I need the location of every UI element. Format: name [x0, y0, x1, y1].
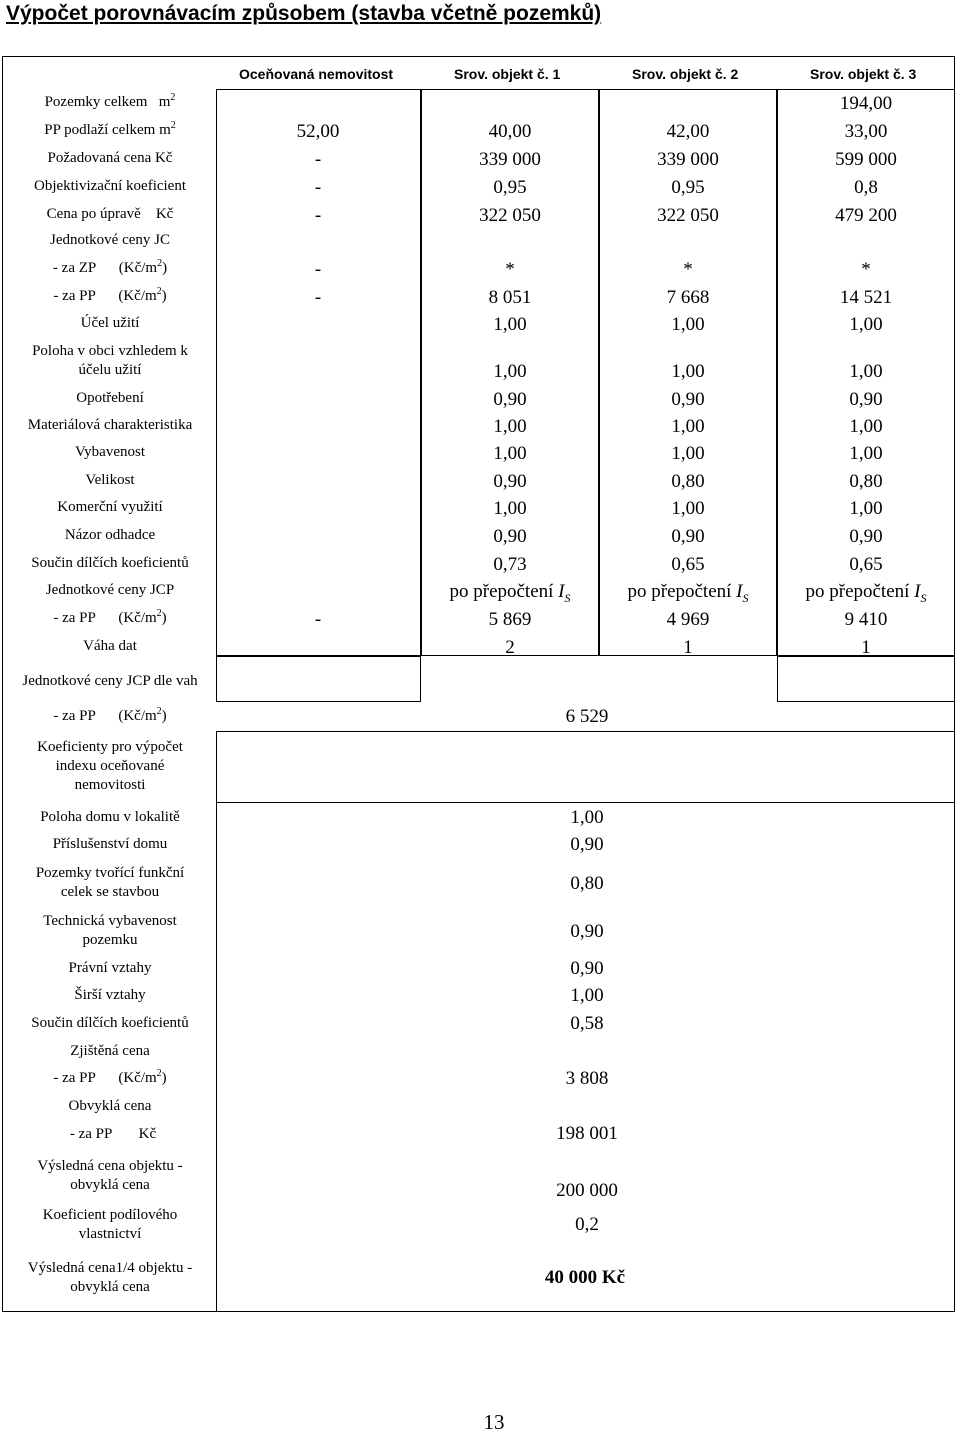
jcp-vah-box	[216, 656, 421, 702]
cell-value: 322 050	[657, 205, 719, 226]
row-label: PP podlaží celkem $m^2$	[44, 120, 176, 138]
cell-value: 339 000	[657, 149, 719, 170]
row-label: Účel užití	[80, 315, 140, 331]
cell-value: -	[314, 205, 322, 226]
cell-value: 0,95	[493, 177, 527, 198]
row-label: Materiálová charakteristika	[27, 417, 193, 433]
cell-value: 198 001	[556, 1123, 618, 1144]
cell-value: 1,00	[570, 985, 604, 1006]
cell-value: 33,00	[844, 121, 888, 142]
cell-value: 1,00	[493, 443, 527, 464]
cell-value: 9 410	[844, 609, 888, 630]
cell-value: 200 000	[556, 1180, 618, 1201]
cell-value: 599 000	[835, 149, 897, 170]
cell-value: 0,65	[671, 554, 705, 575]
cell-value: 0,80	[849, 471, 883, 492]
cell-value: 1,00	[493, 314, 527, 335]
cell-value: 0,90	[849, 389, 883, 410]
row-label: Právní vztahy	[68, 960, 152, 976]
row-label: Výsledná cena1/4 objektu - obvyklá cena	[27, 1260, 193, 1295]
row-label: - za PP $(Kč/m^2)$	[53, 1068, 167, 1086]
row-label: Opotřebení	[76, 390, 144, 406]
cell-value: 1,00	[493, 361, 527, 382]
row-label: Poloha domu v lokalitě	[40, 809, 180, 825]
page-title: Výpočet porovnávacím způsobem (stavba včetně pozemků)	[6, 2, 602, 25]
row-label: - za PP $(Kč/m^2)$	[53, 286, 167, 304]
cell-value: -	[314, 609, 322, 630]
cell-value: 8 051	[488, 287, 532, 308]
cell-value: 0,73	[493, 554, 527, 575]
cell-value: 1,00	[493, 416, 527, 437]
cell-value: 4 969	[666, 609, 710, 630]
cell-value: 3 808	[565, 1068, 609, 1089]
row-label: Výsledná cena objektu - obvyklá cena	[37, 1158, 183, 1193]
cell-value: po přepočtení $I_S$	[449, 581, 571, 605]
cell-value: 6 529	[565, 706, 609, 727]
final-value: 40 000 Kč	[544, 1267, 626, 1288]
cell-value: 1,00	[671, 416, 705, 437]
cell-value: 1,00	[671, 361, 705, 382]
row-label: Velikost	[85, 472, 135, 488]
cell-value: 1,00	[570, 807, 604, 828]
row-label: Širší vztahy	[74, 987, 146, 1003]
row-label: Součin dílčích koeficientů	[31, 1015, 189, 1031]
header-srov3: Srov. objekt č. 3	[810, 66, 917, 82]
cell-value: 52,00	[296, 121, 340, 142]
cell-value: 0,90	[570, 958, 604, 979]
header-srov1: Srov. objekt č. 1	[454, 66, 561, 82]
jcp-vah-box	[777, 656, 955, 702]
cell-value: 0,90	[671, 389, 705, 410]
row-label: Cena po úpravě Kč	[46, 206, 174, 222]
cell-value: *	[505, 259, 515, 280]
cell-value: 322 050	[479, 205, 541, 226]
cell-value: 0,2	[575, 1214, 599, 1235]
row-label: Koeficient podílového vlastnictví	[42, 1207, 178, 1242]
cell-value: 0,90	[570, 921, 604, 942]
cell-value: 0,65	[849, 554, 883, 575]
page-number: 13	[483, 1410, 505, 1434]
header-srov2: Srov. objekt č. 2	[632, 66, 739, 82]
row-label: Váha dat	[83, 638, 137, 654]
koef-title-box	[216, 731, 955, 803]
cell-value: -	[314, 177, 322, 198]
cell-value: *	[683, 259, 693, 280]
header-oce: Oceňovaná nemovitost	[239, 66, 394, 82]
cell-value: 0,58	[570, 1013, 604, 1034]
cell-value: 1,00	[671, 314, 705, 335]
cell-value: 194,00	[839, 93, 893, 114]
cell-value: -	[314, 259, 322, 280]
row-label: - za ZP $(Kč/m^2)$	[52, 258, 168, 276]
row-label: - za PP $(Kč/m^2)$	[53, 706, 167, 724]
cell-value: 0,90	[493, 526, 527, 547]
cell-value: 0,95	[671, 177, 705, 198]
cell-value: 1,00	[849, 498, 883, 519]
row-label: Koeficienty pro výpočet indexu oceňované nemovitosti	[37, 739, 183, 793]
row-label: Komerční využití	[57, 499, 163, 515]
cell-value: 40,00	[488, 121, 532, 142]
cell-value: 1	[861, 637, 871, 658]
cell-value: 42,00	[666, 121, 710, 142]
row-label: Jednotkové ceny JC	[50, 232, 170, 248]
cell-value: 0,80	[570, 873, 604, 894]
cell-value: 1,00	[849, 443, 883, 464]
row-label: Požadovaná cena Kč	[47, 150, 173, 166]
cell-value: 0,90	[671, 526, 705, 547]
cell-value: 1	[683, 637, 693, 658]
cell-value: po přepočtení $I_S$	[805, 581, 927, 605]
cell-value: 1,00	[849, 361, 883, 382]
row-label: Vybavenost	[75, 444, 145, 460]
cell-value: 1,00	[493, 498, 527, 519]
cell-value: po přepočtení $I_S$	[627, 581, 749, 605]
cell-value: 2	[505, 637, 515, 658]
cell-value: 1,00	[849, 314, 883, 335]
cell-value: 1,00	[671, 443, 705, 464]
cell-value: 7 668	[666, 287, 710, 308]
cell-value: 0,90	[849, 526, 883, 547]
row-label: - za PP Kč	[69, 1126, 157, 1142]
row-label: Objektivizační koeficient	[33, 178, 187, 194]
cell-value: -	[314, 287, 322, 308]
row-label: Technická vybavenost pozemku	[43, 913, 177, 948]
cell-value: 0,90	[570, 834, 604, 855]
row-label: Pozemky celkem $m^2$	[44, 92, 176, 110]
cell-value: 0,90	[493, 389, 527, 410]
row-label: - za PP $(Kč/m^2)$	[53, 608, 167, 626]
cell-value: -	[314, 149, 322, 170]
cell-value: 0,8	[854, 177, 878, 198]
cell-value: 479 200	[835, 205, 897, 226]
row-label: Pozemky tvořící funkční celek se stavbou	[35, 865, 185, 900]
row-label: Součin dílčích koeficientů	[31, 555, 189, 571]
cell-value: 5 869	[488, 609, 532, 630]
row-label: Obvyklá cena	[68, 1098, 152, 1114]
row-label: Příslušenství domu	[52, 836, 168, 852]
cell-value: 0,80	[671, 471, 705, 492]
cell-value: 0,90	[493, 471, 527, 492]
value-column-box	[216, 89, 421, 656]
cell-value: 1,00	[849, 416, 883, 437]
row-label: Jednotkové ceny JCP dle vah	[22, 673, 198, 689]
cell-value: 14 521	[839, 287, 893, 308]
row-label: Jednotkové ceny JCP	[45, 582, 175, 598]
row-label: Zjištěná cena	[70, 1043, 150, 1059]
cell-value: *	[861, 259, 871, 280]
cell-value: 339 000	[479, 149, 541, 170]
cell-value: 1,00	[671, 498, 705, 519]
row-label: Názor odhadce	[64, 527, 156, 543]
row-label: Poloha v obci vzhledem k účelu užití	[32, 343, 188, 378]
